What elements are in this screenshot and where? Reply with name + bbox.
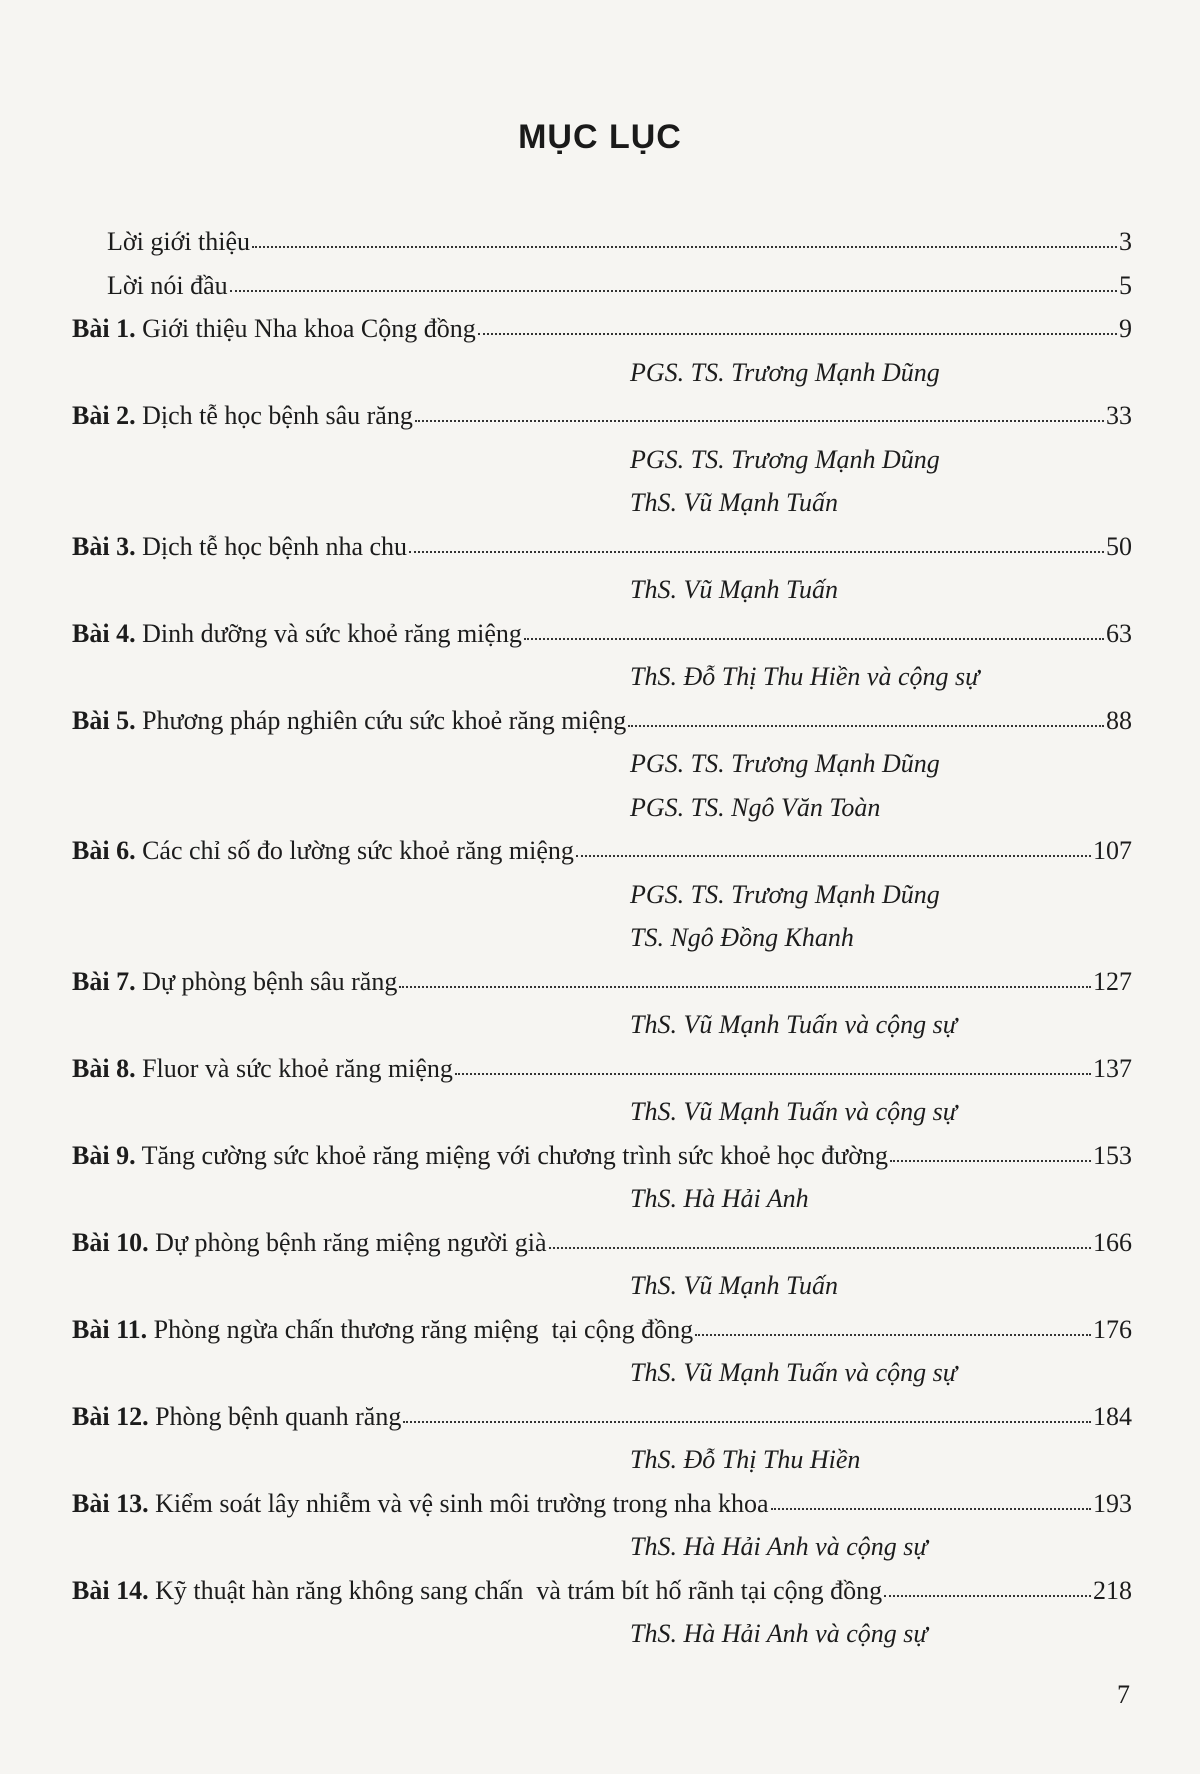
dot-leader — [415, 404, 1104, 424]
toc-page-number: 166 — [1093, 1227, 1132, 1257]
toc-entry-title — [72, 1482, 769, 1526]
toc-entry — [72, 829, 1132, 873]
toc-entry-title — [72, 525, 407, 569]
dot-leader — [549, 1231, 1092, 1251]
toc-author: ThS. Vũ Mạnh Tuấn — [630, 488, 839, 517]
lesson-title: Dự phòng bệnh răng miệng người già — [148, 1227, 547, 1257]
dot-leader — [455, 1057, 1091, 1077]
toc-author: ThS. Vũ Mạnh Tuấn và cộng sự — [630, 1010, 957, 1039]
dot-leader — [478, 317, 1117, 337]
toc-page-number: 107 — [1093, 836, 1132, 865]
toc-entry — [72, 699, 1132, 743]
lesson-title: Lời nói đầu — [107, 270, 228, 300]
toc-page-number: 184 — [1093, 1401, 1132, 1431]
toc-entry-title — [72, 1047, 453, 1091]
toc-author: PGS. TS. Trương Mạnh Dũng — [630, 879, 940, 909]
toc-entry-title — [72, 960, 397, 1004]
lesson-number: Bài 12. — [72, 1401, 149, 1431]
dot-leader — [252, 230, 1117, 250]
dot-leader — [771, 1492, 1091, 1512]
toc-entry-title — [72, 1395, 401, 1439]
toc-page-number: 50 — [1106, 531, 1132, 561]
dot-leader — [884, 1579, 1091, 1599]
toc-page-number: 193 — [1093, 1488, 1132, 1518]
toc-author: ThS. Vũ Mạnh Tuấn và cộng sự — [630, 1358, 957, 1387]
lesson-title: Phương pháp nghiên cứu sức khoẻ răng miệng — [135, 705, 627, 735]
toc-author: ThS. Vũ Mạnh Tuấn — [630, 575, 839, 604]
lesson-number: Bài 9. — [72, 1140, 136, 1170]
toc-author: TS. Ngô Đồng Khanh — [630, 923, 854, 952]
lesson-number: Bài 7. — [72, 966, 136, 996]
toc-entry-title — [72, 394, 413, 438]
lesson-number: Bài 14. — [72, 1575, 149, 1605]
dot-leader — [576, 839, 1091, 859]
toc-author: PGS. TS. Trương Mạnh Dũng — [630, 444, 940, 474]
toc-entry — [72, 264, 1132, 308]
toc-author: PGS. TS. Ngô Văn Toàn — [630, 792, 881, 822]
lesson-number: Bài 2. — [72, 401, 136, 430]
lesson-title: Fluor và sức khoẻ răng miệng — [135, 1053, 453, 1083]
dot-leader — [524, 622, 1104, 642]
lesson-title: Phòng ngừa chấn thương răng miệng tại cộng đồng — [147, 1314, 694, 1344]
dot-leader — [890, 1144, 1091, 1164]
toc-entry — [72, 1221, 1132, 1265]
toc-page-number: 5 — [1119, 270, 1132, 300]
lesson-title: Dinh dưỡng và sức khoẻ răng miệng — [135, 618, 522, 648]
toc-entry — [72, 1482, 1132, 1526]
lesson-title: Kiểm soát lây nhiễm và vệ sinh môi trường trong nha khoa — [148, 1488, 769, 1518]
dot-leader — [628, 709, 1104, 729]
toc-author: ThS. Đỗ Thị Thu Hiền và cộng sự — [630, 662, 980, 691]
dot-leader — [403, 1405, 1091, 1425]
lesson-number: Bài 10. — [72, 1227, 149, 1257]
dot-leader — [409, 535, 1104, 555]
toc-author: ThS. Vũ Mạnh Tuấn và cộng sự — [630, 1097, 957, 1126]
toc-entry-title — [72, 1221, 547, 1265]
toc-entry — [72, 220, 1132, 264]
toc-page-number: 127 — [1093, 966, 1132, 996]
lesson-title: Dịch tễ học bệnh nha chu — [135, 531, 408, 561]
table-of-contents — [72, 220, 1132, 1656]
toc-page-number: 9 — [1119, 314, 1132, 343]
toc-author: ThS. Vũ Mạnh Tuấn — [630, 1271, 839, 1300]
lesson-number: Bài 4. — [72, 618, 136, 648]
toc-entry — [72, 1308, 1132, 1352]
lesson-number: Bài 11. — [72, 1314, 148, 1344]
lesson-number: Bài 6. — [72, 836, 136, 865]
toc-page-number: 88 — [1106, 705, 1132, 735]
toc-entry — [72, 612, 1132, 656]
lesson-title: Dự phòng bệnh sâu răng — [135, 966, 398, 996]
toc-entry-title — [72, 699, 626, 743]
page-title: MỤC LỤC — [518, 118, 682, 156]
toc-page-number: 33 — [1106, 401, 1132, 430]
lesson-title: Kỹ thuật hàn răng không sang chấn và trám bít hố rãnh tại cộng đồng — [148, 1575, 883, 1605]
toc-page-number: 176 — [1093, 1314, 1132, 1344]
toc-entry — [72, 1134, 1132, 1178]
toc-author: PGS. TS. Trương Mạnh Dũng — [630, 749, 940, 778]
toc-page-number: 63 — [1106, 618, 1132, 648]
lesson-number: Bài 1. — [72, 314, 136, 343]
toc-page-number: 218 — [1093, 1575, 1132, 1605]
toc-author: ThS. Đỗ Thị Thu Hiền — [630, 1445, 861, 1474]
toc-entry — [72, 394, 1132, 438]
toc-entry-title — [107, 264, 228, 308]
toc-entry — [72, 1395, 1132, 1439]
toc-entry — [72, 1569, 1132, 1613]
toc-author: ThS. Hà Hải Anh và cộng sự — [630, 1619, 928, 1648]
toc-entry — [72, 1047, 1132, 1091]
lesson-number: Bài 5. — [72, 705, 136, 735]
toc-entry-title — [72, 1134, 888, 1178]
lesson-number: Bài 3. — [72, 531, 136, 561]
lesson-title: Phòng bệnh quanh răng — [148, 1401, 402, 1431]
toc-entry — [72, 307, 1132, 351]
dot-leader — [399, 970, 1091, 990]
toc-entry-title — [72, 1308, 693, 1352]
toc-author: PGS. TS. Trương Mạnh Dũng — [630, 357, 940, 387]
toc-author: ThS. Hà Hải Anh và cộng sự — [630, 1532, 928, 1561]
lesson-title: Dịch tễ học bệnh sâu răng — [135, 401, 413, 430]
lesson-number: Bài 8. — [72, 1053, 136, 1083]
dot-leader — [230, 274, 1117, 294]
toc-entry — [72, 960, 1132, 1004]
page-number: 7 — [1117, 1680, 1130, 1709]
lesson-title: Các chỉ số đo lường sức khoẻ răng miệng — [135, 836, 574, 865]
lesson-title: Lời giới thiệu — [107, 227, 251, 256]
toc-entry-title — [72, 1569, 882, 1613]
toc-page-number: 3 — [1119, 227, 1132, 256]
lesson-title: Tăng cường sức khoẻ răng miệng với chương trình sức khoẻ học đường — [135, 1140, 889, 1170]
toc-entry-title — [72, 829, 574, 873]
toc-page-number: 137 — [1093, 1053, 1132, 1083]
toc-entry-title — [72, 612, 522, 656]
toc-entry-title — [72, 307, 476, 351]
lesson-title: Giới thiệu Nha khoa Cộng đồng — [135, 314, 476, 343]
toc-entry-title — [107, 220, 250, 264]
dot-leader — [695, 1318, 1091, 1338]
toc-author: ThS. Hà Hải Anh — [630, 1184, 809, 1213]
toc-page-number: 153 — [1093, 1140, 1132, 1170]
lesson-number: Bài 13. — [72, 1488, 149, 1518]
toc-entry — [72, 525, 1132, 569]
